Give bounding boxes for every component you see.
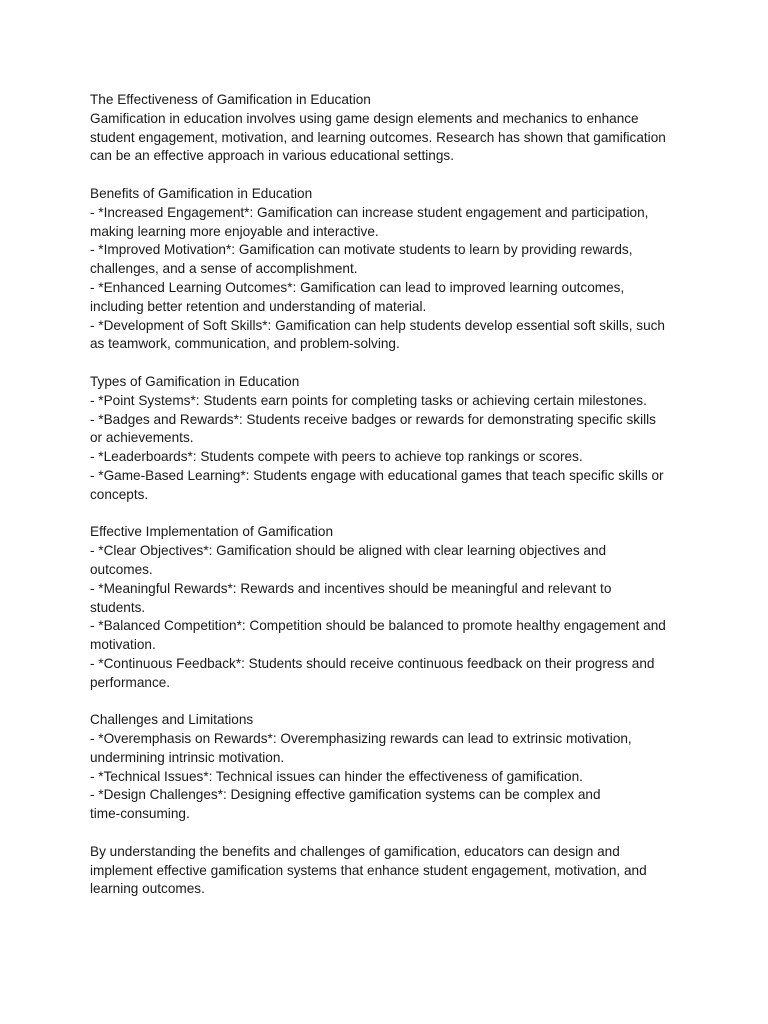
intro-line: student engagement, motivation, and learning outcomes. Research has shown that gamification (90, 129, 666, 145)
conclusion-line: By understanding the benefits and challenges of gamification, educators can design and (90, 843, 620, 859)
section-line: - *Improved Motivation*: Gamification can motivate students to learn by providing rewards, (90, 242, 633, 258)
section-line: concepts. (90, 486, 149, 502)
section-line: - *Clear Objectives*: Gamification should be aligned with clear learning objectives and (90, 543, 607, 559)
section-challenges (90, 711, 690, 824)
section-line: - *Enhanced Learning Outcomes*: Gamification can lead to improved learning outcomes, (90, 279, 625, 295)
section-line: students. (90, 599, 146, 615)
document-title: The Effectiveness of Gamification in Education (90, 92, 371, 107)
conclusion-line: learning outcomes. (90, 881, 205, 897)
section-line: making learning more enjoyable and interactive. (90, 223, 379, 239)
section-line: outcomes. (90, 561, 153, 577)
section-line: - *Continuous Feedback*: Students should receive continuous feedback on their progress and (90, 655, 655, 671)
section-line: time-consuming. (90, 806, 190, 822)
section-line: - *Balanced Competition*: Competition should be balanced to promote healthy engagement and (90, 618, 666, 634)
section-line: - *Meaningful Rewards*: Rewards and incentives should be meaningful and relevant to (90, 580, 612, 596)
intro-line: can be an effective approach in various educational settings. (90, 148, 454, 164)
section-line: - *Point Systems*: Students earn points for completing tasks or achieving certain milestones. (90, 392, 647, 408)
section-benefits (90, 185, 690, 354)
section-line: - *Leaderboards*: Students compete with peers to achieve top rankings or scores. (90, 449, 583, 465)
section-line: - *Badges and Rewards*: Students receive badges or rewards for demonstrating specific skills (90, 411, 656, 427)
section-heading: Types of Gamification in Education (90, 373, 300, 389)
section-implementation (90, 523, 690, 692)
section-heading: Effective Implementation of Gamification (90, 524, 334, 540)
intro-line: Gamification in education involves using game design elements and mechanics to enhance (90, 110, 639, 126)
section-line: as teamwork, communication, and problem-solving. (90, 336, 400, 352)
section-line: motivation. (90, 637, 156, 653)
section-line: - *Technical Issues*: Technical issues can hinder the effectiveness of gamification. (90, 768, 583, 784)
conclusion-block (90, 843, 690, 899)
section-line: undermining intrinsic motivation. (90, 749, 285, 765)
section-line: challenges, and a sense of accomplishment. (90, 261, 358, 277)
section-heading: Benefits of Gamification in Education (90, 185, 313, 201)
intro-block (90, 91, 690, 166)
section-heading: Challenges and Limitations (90, 712, 254, 728)
section-line: or achievements. (90, 430, 194, 446)
document-page (90, 91, 690, 918)
section-line: - *Design Challenges*: Designing effective gamification systems can be complex and (90, 787, 601, 803)
section-line: performance. (90, 674, 171, 690)
section-line: including better retention and understanding of material. (90, 298, 427, 314)
section-types (90, 373, 690, 505)
section-line: - *Game-Based Learning*: Students engage with educational games that teach specific skills or (90, 467, 664, 483)
section-line: - *Overemphasis on Rewards*: Overemphasizing rewards can lead to extrinsic motivation, (90, 731, 632, 747)
section-line: - *Development of Soft Skills*: Gamification can help students develop essential soft skills, such (90, 317, 665, 333)
conclusion-line: implement effective gamification systems that enhance student engagement, motivation, and (90, 862, 647, 878)
section-line: - *Increased Engagement*: Gamification can increase student engagement and participation, (90, 204, 649, 220)
